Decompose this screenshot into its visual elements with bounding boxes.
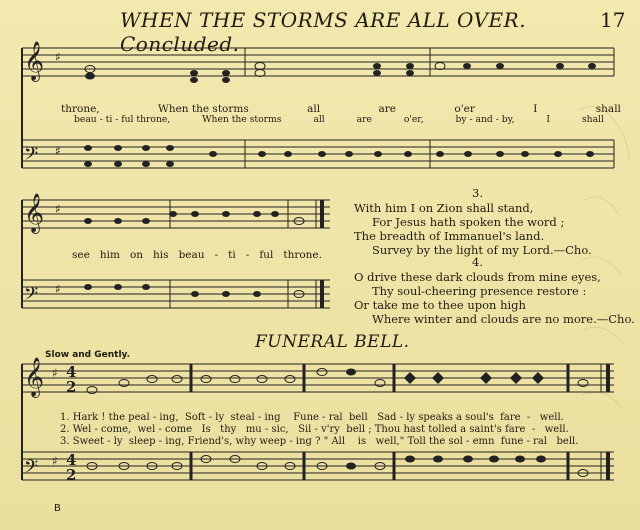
- tempo-marking: Slow and Gently.: [45, 350, 130, 360]
- system2-lyrics: see him on his beau - ti - ful throne.: [72, 249, 322, 261]
- system1-lyrics-line1: throne, When the storms all are o'er I shall: [61, 103, 621, 115]
- svg-text:4: 4: [66, 451, 77, 469]
- time-signature-top: [66, 363, 76, 396]
- treble-clef-icon: 𝄞: [24, 357, 45, 397]
- sharp-icon: ♯: [55, 282, 61, 296]
- svg-text:2: 2: [66, 378, 77, 396]
- treble-clef-icon: 𝄞: [24, 41, 45, 81]
- staff-system-3-treble: [22, 364, 614, 392]
- sharp-icon: ♯: [55, 50, 61, 64]
- page-footer-mark: B: [54, 503, 61, 514]
- staff-system-1-treble: [22, 48, 614, 76]
- staff-system-2-bass: [22, 280, 330, 308]
- verse-number-4: 4.: [472, 255, 483, 269]
- song2-verse-1: 1. Hark ! the peal - ing, Soft - ly steal - ing Fune - ral bell Sad - ly speaks a soul's fare - well.: [60, 412, 564, 423]
- bass-clef-icon: 𝄢: [24, 457, 39, 482]
- song2-title: FUNERAL BELL.: [255, 332, 410, 352]
- verse-number-3: 3.: [472, 186, 483, 200]
- system1-lyrics-line2: beau - ti - ful throne, When the storms all are o'er, by - and - by, I shall: [74, 114, 604, 125]
- staff-system-3-bass: [22, 452, 614, 480]
- svg-text:2: 2: [66, 466, 77, 484]
- song-title: WHEN THE STORMS ARE ALL OVER. Concluded.: [120, 8, 527, 56]
- sharp-icon: ♯: [55, 144, 61, 158]
- song2-verse-3: 3. Sweet - ly sleep - ing, Friend's, why weep - ing ? " All is well," Toll the sol - emn fune - ral bell.: [60, 436, 579, 447]
- song2-verse-2: 2. Wel - come, wel - come Is thy mu - sic, Sil - v'ry bell ; Thou hast tolled a saint's fare - well.: [60, 424, 569, 435]
- bass-clef-icon: 𝄢: [24, 144, 39, 169]
- treble-clef-icon: 𝄞: [24, 193, 45, 233]
- svg-text:4: 4: [66, 363, 77, 381]
- page-number: 17: [600, 8, 626, 32]
- bass-clef-icon: 𝄢: [24, 284, 39, 309]
- sharp-icon: ♯: [52, 366, 58, 380]
- sharp-icon: ♯: [55, 202, 61, 216]
- verse-4: O drive these dark clouds from mine eyes, Thy soul-cheering presence restore : Or take me to thee upon high Where winter and clouds are no more.—Cho.: [354, 270, 635, 326]
- verse-3: With him I on Zion shall stand, For Jesus hath spoken the word ; The breadth of Immanuel's land. Survey by the light of my Lord.—Cho.: [354, 201, 592, 257]
- sharp-icon: ♯: [52, 454, 58, 468]
- time-signature-bottom: [66, 451, 76, 484]
